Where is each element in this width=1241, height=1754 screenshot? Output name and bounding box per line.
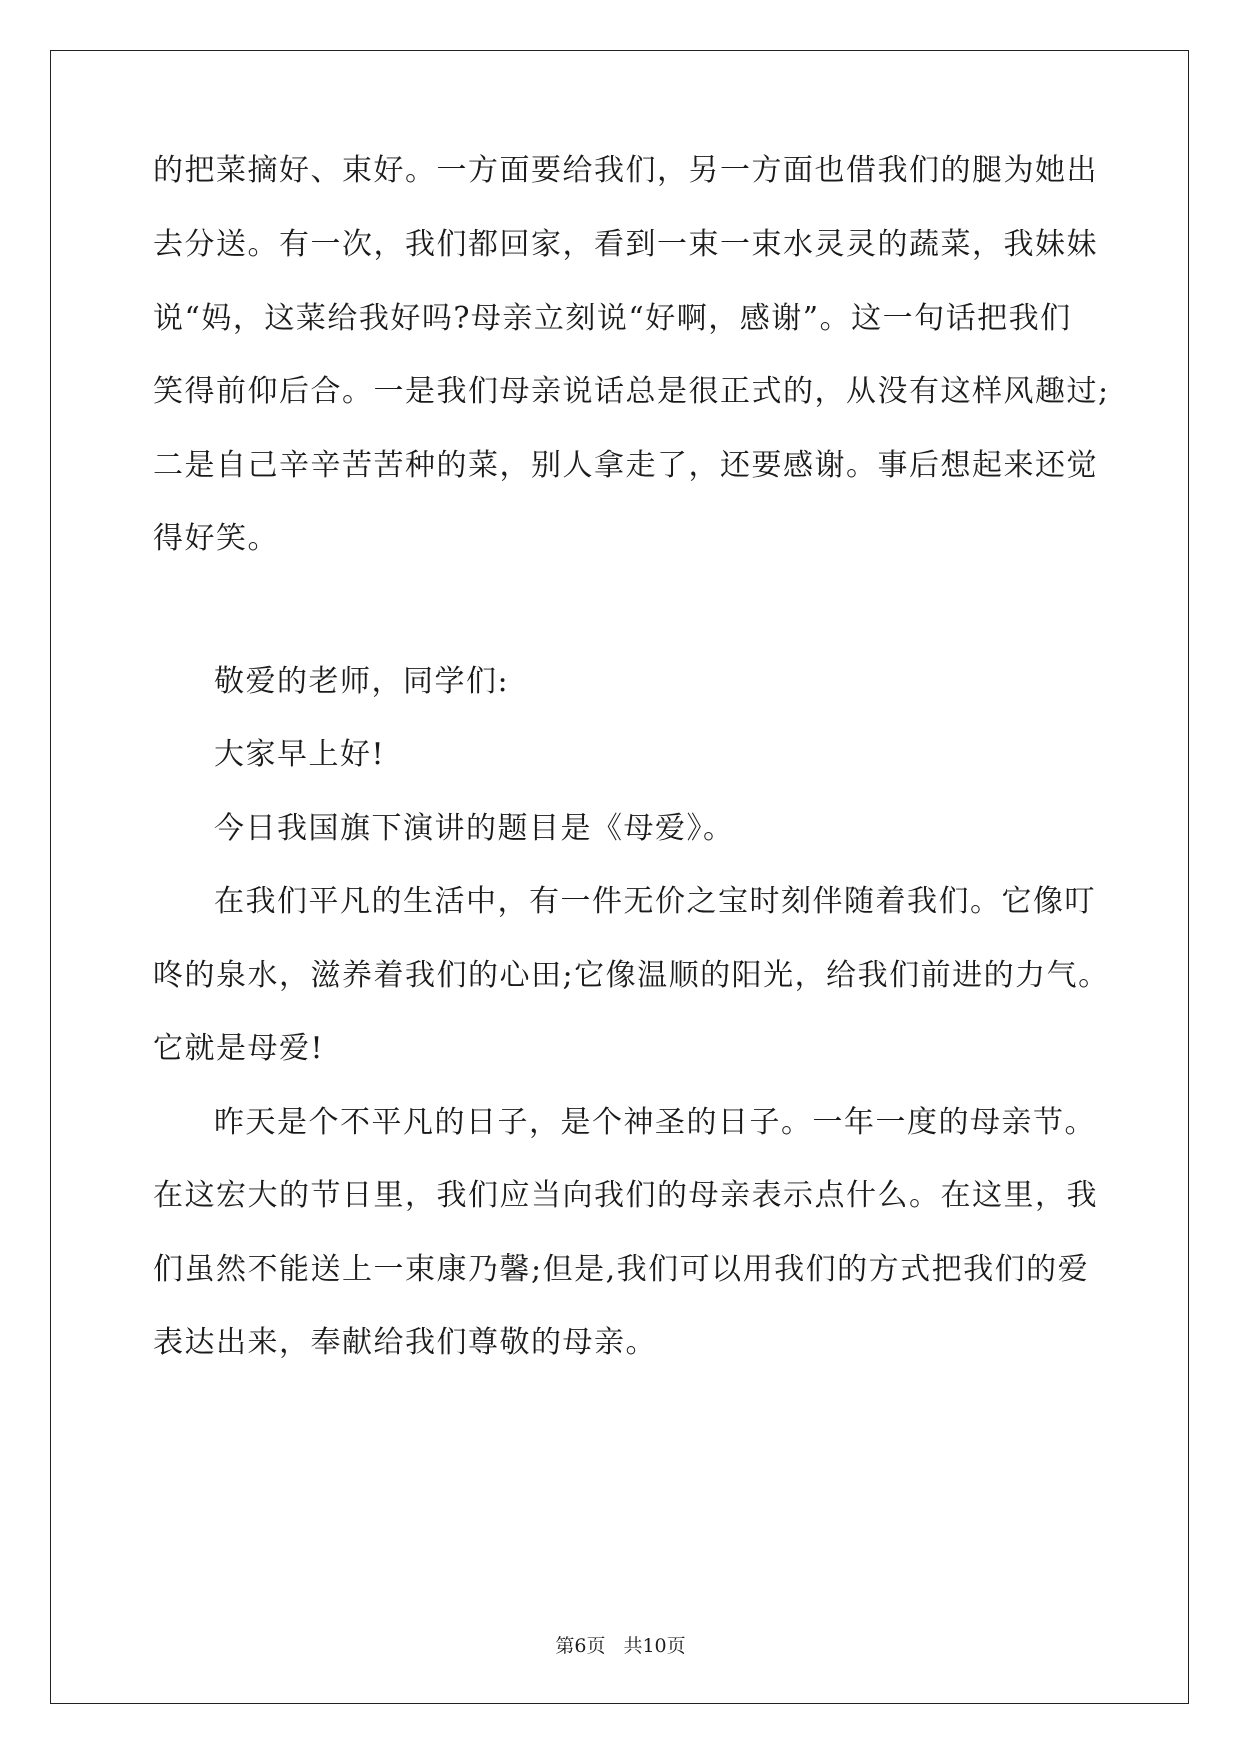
page-footer xyxy=(0,1634,1241,1658)
page-border xyxy=(50,50,1189,1704)
paragraph-2-line-1: 在我们平凡的生活中，有一件无价之宝时刻伴随着我们。它像叮 xyxy=(214,884,1096,919)
paragraph-1-line-2: 去分送。有一次，我们都回家，看到一束一束水灵灵的蔬菜，我妹妹 xyxy=(153,227,1098,262)
paragraph-1-line-1: 的把菜摘好、束好。一方面要给我们，另一方面也借我们的腿为她出 xyxy=(153,153,1098,188)
morning-greeting: 大家早上好! xyxy=(214,737,386,772)
paragraph-1-line-3: 说“妈，这菜给我好吗?母亲立刻说“好啊，感谢”。这一句话把我们 xyxy=(153,301,1072,336)
paragraph-2-line-2: 咚的泉水，滋养着我们的心田;它像温顺的阳光，给我们前进的力气。 xyxy=(153,958,1110,993)
paragraph-1-line-6: 得好笑。 xyxy=(153,521,279,556)
paragraph-1-line-4: 笑得前仰后合。一是我们母亲说话总是很正式的，从没有这样风趣过; xyxy=(153,374,1110,409)
page-total: 共10页 xyxy=(623,1635,686,1657)
page-number: 第6页 xyxy=(555,1635,606,1657)
paragraph-3-line-4: 表达出来，奉献给我们尊敬的母亲。 xyxy=(153,1325,657,1360)
paragraph-3-line-3: 们虽然不能送上一束康乃馨;但是,我们可以用我们的方式把我们的爱 xyxy=(153,1252,1090,1287)
paragraph-3-line-1: 昨天是个不平凡的日子，是个神圣的日子。一年一度的母亲节。 xyxy=(214,1105,1096,1140)
paragraph-2-line-3: 它就是母爱! xyxy=(153,1031,325,1066)
greeting: 敬爱的老师，同学们: xyxy=(214,664,510,699)
paragraph-1-line-5: 二是自己辛辛苦苦种的菜，别人拿走了，还要感谢。事后想起来还觉 xyxy=(153,448,1098,483)
speech-topic: 今日我国旗下演讲的题目是《母爱》。 xyxy=(214,811,735,846)
paragraph-3-line-2: 在这宏大的节日里，我们应当向我们的母亲表示点什么。在这里，我 xyxy=(153,1178,1098,1213)
